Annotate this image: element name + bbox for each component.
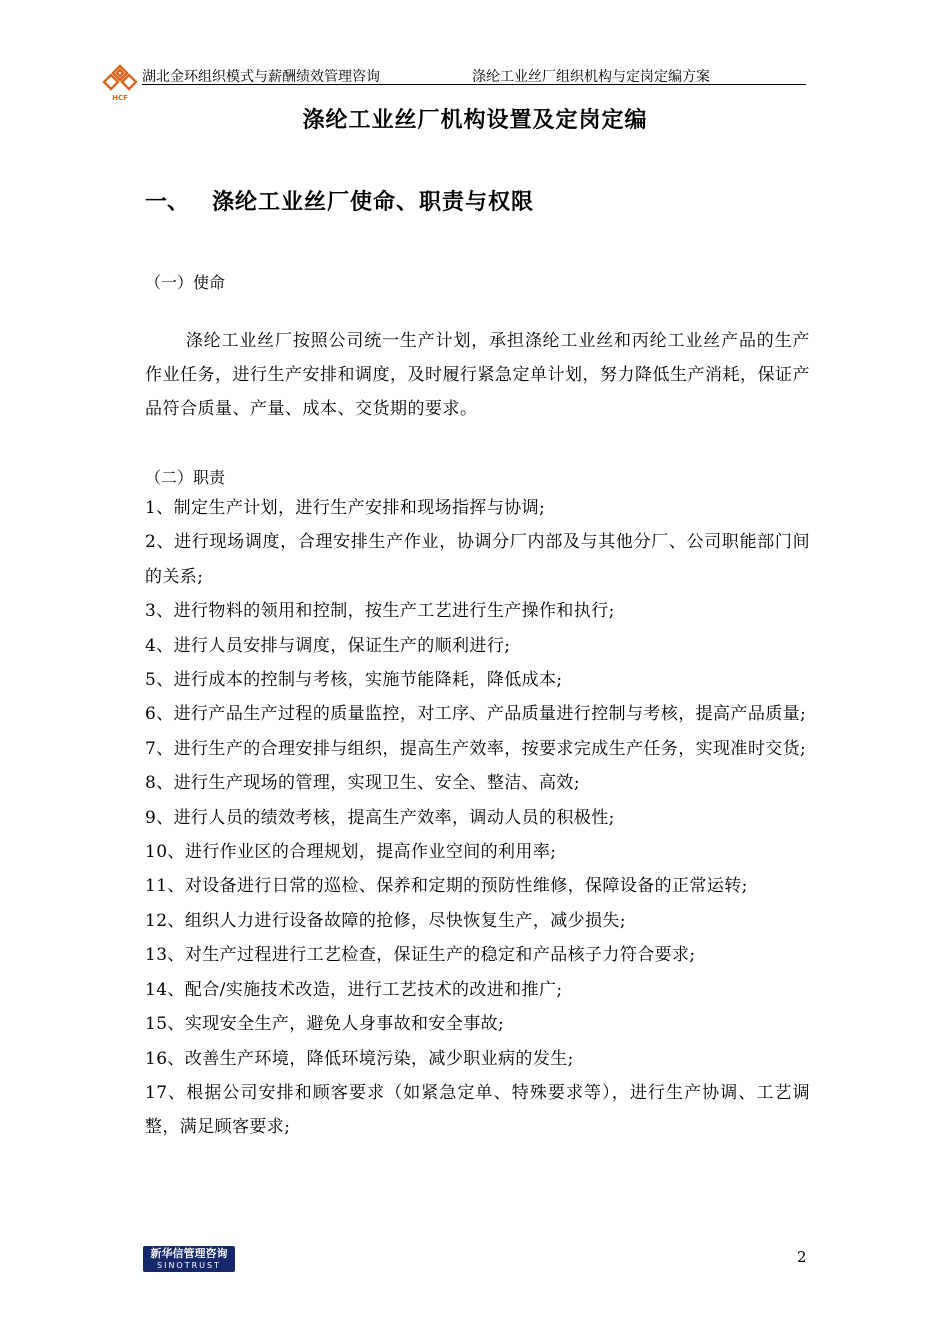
section-number: 一、 (145, 189, 190, 215)
logo-text: HCF (112, 94, 128, 102)
duties-list (145, 491, 810, 1145)
list-item: 4、进行人员安排与调度，保证生产的顺利进行; (145, 635, 511, 656)
list-item: 1、制定生产计划，进行生产安排和现场指挥与协调; (145, 498, 546, 518)
page-header (100, 62, 806, 102)
header-company-text: 湖北金环组织模式与薪酬绩效管理咨询 (142, 69, 380, 85)
mission-heading: （一）使命 (145, 273, 226, 292)
section-title: 涤纶工业丝厂使命、职责与权限 (212, 189, 535, 215)
page-number: 2 (797, 1248, 807, 1266)
list-item: 8、进行生产现场的管理，实现卫生、安全、整洁、高效; (145, 773, 580, 794)
list-item: 6、进行产品生产过程的质量监控，对工序、产品质量进行控制与考核，提高产品质量; (145, 704, 807, 725)
footer-logo-en: SINOTRUST (157, 1261, 221, 1270)
list-item: 5、进行成本的控制与考核，实施节能降耗，降低成本; (145, 670, 563, 691)
list-item: 15、实现安全生产，避免人身事故和安全事故; (145, 1014, 505, 1035)
document-title: 涤纶工业丝厂机构设置及定岗定编 (302, 107, 648, 133)
list-item: 11、对设备进行日常的巡检、保养和定期的预防性维修，保障设备的正常运转; (145, 876, 748, 897)
list-item: 13、对生产过程进行工艺检查，保证生产的稳定和产品核子力符合要求; (145, 945, 696, 966)
hcf-logo-icon (100, 62, 140, 102)
list-item: 10、进行作业区的合理规划，提高作业空间的利用率; (145, 842, 557, 863)
header-document-text: 涤纶工业丝厂组织机构与定岗定编方案 (472, 69, 710, 85)
list-item: 7、进行生产的合理安排与组织，提高生产效率，按要求完成生产任务，实现准时交货; (145, 738, 807, 759)
list-item: 16、改善生产环境，降低环境污染，减少职业病的发生; (145, 1048, 574, 1069)
header-divider (142, 84, 806, 85)
list-item: 2、进行现场调度，合理安排生产作业，协调分厂内部及与其他分厂、公司职能部门间的关系; (145, 532, 810, 587)
sinotrust-logo (143, 1246, 235, 1272)
list-item: 17、根据公司安排和顾客要求（如紧急定单、特殊要求等），进行生产协调、工艺调整，满足顾客要求; (145, 1082, 810, 1138)
list-item: 12、组织人力进行设备故障的抢修，尽快恢复生产，减少损失; (145, 910, 626, 931)
list-item: 3、进行物料的领用和控制，按生产工艺进行生产操作和执行; (145, 601, 615, 622)
mission-paragraph: 涤纶工业丝厂按照公司统一生产计划，承担涤纶工业丝和丙纶工业丝产品的生产作业任务，进行生产安排和调度，及时履行紧急定单计划，努力降低生产消耗，保证产品符合质量、产量、成本、交货期的要求。 (145, 331, 810, 419)
footer-logo-cn: 新华信管理咨询 (150, 1247, 228, 1260)
duties-heading: （二）职责 (145, 468, 226, 487)
list-item: 9、进行人员的绩效考核，提高生产效率，调动人员的积极性; (145, 807, 615, 828)
list-item: 14、配合/实施技术改造，进行工艺技术的改进和推广; (145, 979, 563, 1000)
